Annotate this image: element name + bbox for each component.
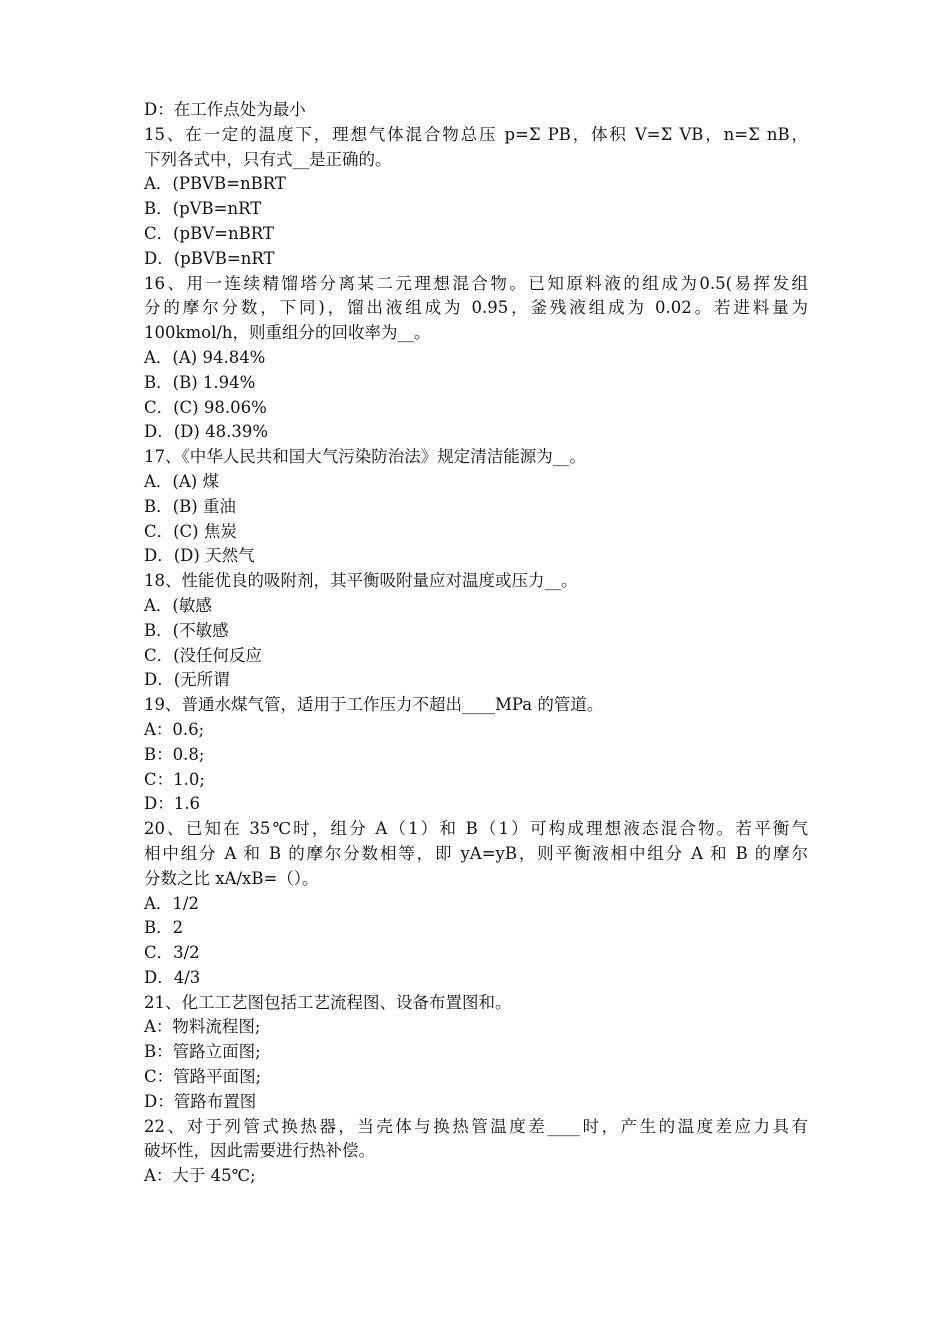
- text-line: 16、用一连续精馏塔分离某二元理想混合物。已知原料液的组成为0.5(易挥发组: [144, 273, 808, 293]
- text-line: A：物料流程图;: [144, 1017, 261, 1037]
- text-line: D．4/3: [144, 967, 201, 987]
- text-line: 15、在一定的温度下，理想气体混合物总压 p=Σ PB，体积 V=Σ VB，n=Σ nB，: [144, 124, 808, 144]
- text-line: B：0.8;: [144, 744, 205, 764]
- text-line: A．(A) 煤: [144, 471, 219, 491]
- text-line: B：管路立面图;: [144, 1042, 261, 1062]
- text-line: D．(D) 48.39%: [144, 422, 268, 442]
- text-line: C．3/2: [144, 943, 200, 963]
- text-line: D：管路布置图: [144, 1091, 257, 1111]
- text-line: 21、化工工艺图包括工艺流程图、设备布置图和。: [144, 992, 512, 1012]
- text-line: 18、性能优良的吸附剂，其平衡吸附量应对温度或压力__。: [144, 571, 578, 591]
- text-line: A．(A) 94.84%: [144, 347, 266, 367]
- text-line: 22、对于列管式换热器，当壳体与换热管温度差____时，产生的温度差应力具有: [144, 1116, 808, 1136]
- text-line: D．(D) 天然气: [144, 546, 255, 566]
- text-line: C．(C) 98.06%: [144, 397, 267, 417]
- text-line: 20、已知在 35℃时，组分 A（1）和 B（1）可构成理想液态混合物。若平衡气: [144, 819, 808, 839]
- text-line: B．(pVB=nRT: [144, 199, 262, 219]
- text-line: A．(PBVB=nBRT: [144, 174, 286, 194]
- document-page: [144, 98, 808, 1189]
- text-line: D：在工作点处为最小: [144, 100, 306, 119]
- text-line: 100kmol/h，则重组分的回收率为__。: [144, 323, 431, 343]
- text-line: 分数之比 xA/xB=（）。: [144, 868, 319, 888]
- text-line: B．(不敏感: [144, 620, 229, 640]
- text-line: B．2: [144, 918, 184, 938]
- text-line: 破坏性，因此需要进行热补偿。: [144, 1141, 375, 1161]
- text-line: A．1/2: [144, 893, 199, 913]
- text-line: D．(pBVB=nRT: [144, 248, 275, 268]
- text-line: C．(没任何反应: [144, 645, 263, 665]
- text-line: C：管路平面图;: [144, 1067, 262, 1087]
- text-line: 17、《中华人民共和国大气污染防治法》规定清洁能源为__。: [144, 447, 586, 467]
- text-line: A．(敏感: [144, 595, 212, 615]
- text-line: 分的摩尔分数，下同)，馏出液组成为 0.95，釜残液组成为 0.02。若进料量为: [144, 298, 808, 318]
- text-line: D：1.6: [144, 794, 200, 814]
- text-line: D．(无所谓: [144, 670, 230, 690]
- text-line: B．(B) 重油: [144, 496, 236, 516]
- text-line: 相中组分 A 和 B 的摩尔分数相等，即 yA=yB，则平衡液相中组分 A 和 B 的摩尔: [144, 843, 808, 863]
- text-line: C：1.0;: [144, 769, 205, 789]
- text-line: 下列各式中，只有式__是正确的。: [144, 149, 392, 169]
- text-line: A：大于 45℃;: [144, 1166, 256, 1186]
- text-line: 19、普通水煤气管，适用于工作压力不超出____MPa 的管道。: [144, 695, 604, 715]
- text-line: B．(B) 1.94%: [144, 372, 256, 392]
- text-line: C．(pBV=nBRT: [144, 223, 274, 243]
- text-line: A：0.6;: [144, 719, 205, 739]
- text-line: C．(C) 焦炭: [144, 521, 237, 541]
